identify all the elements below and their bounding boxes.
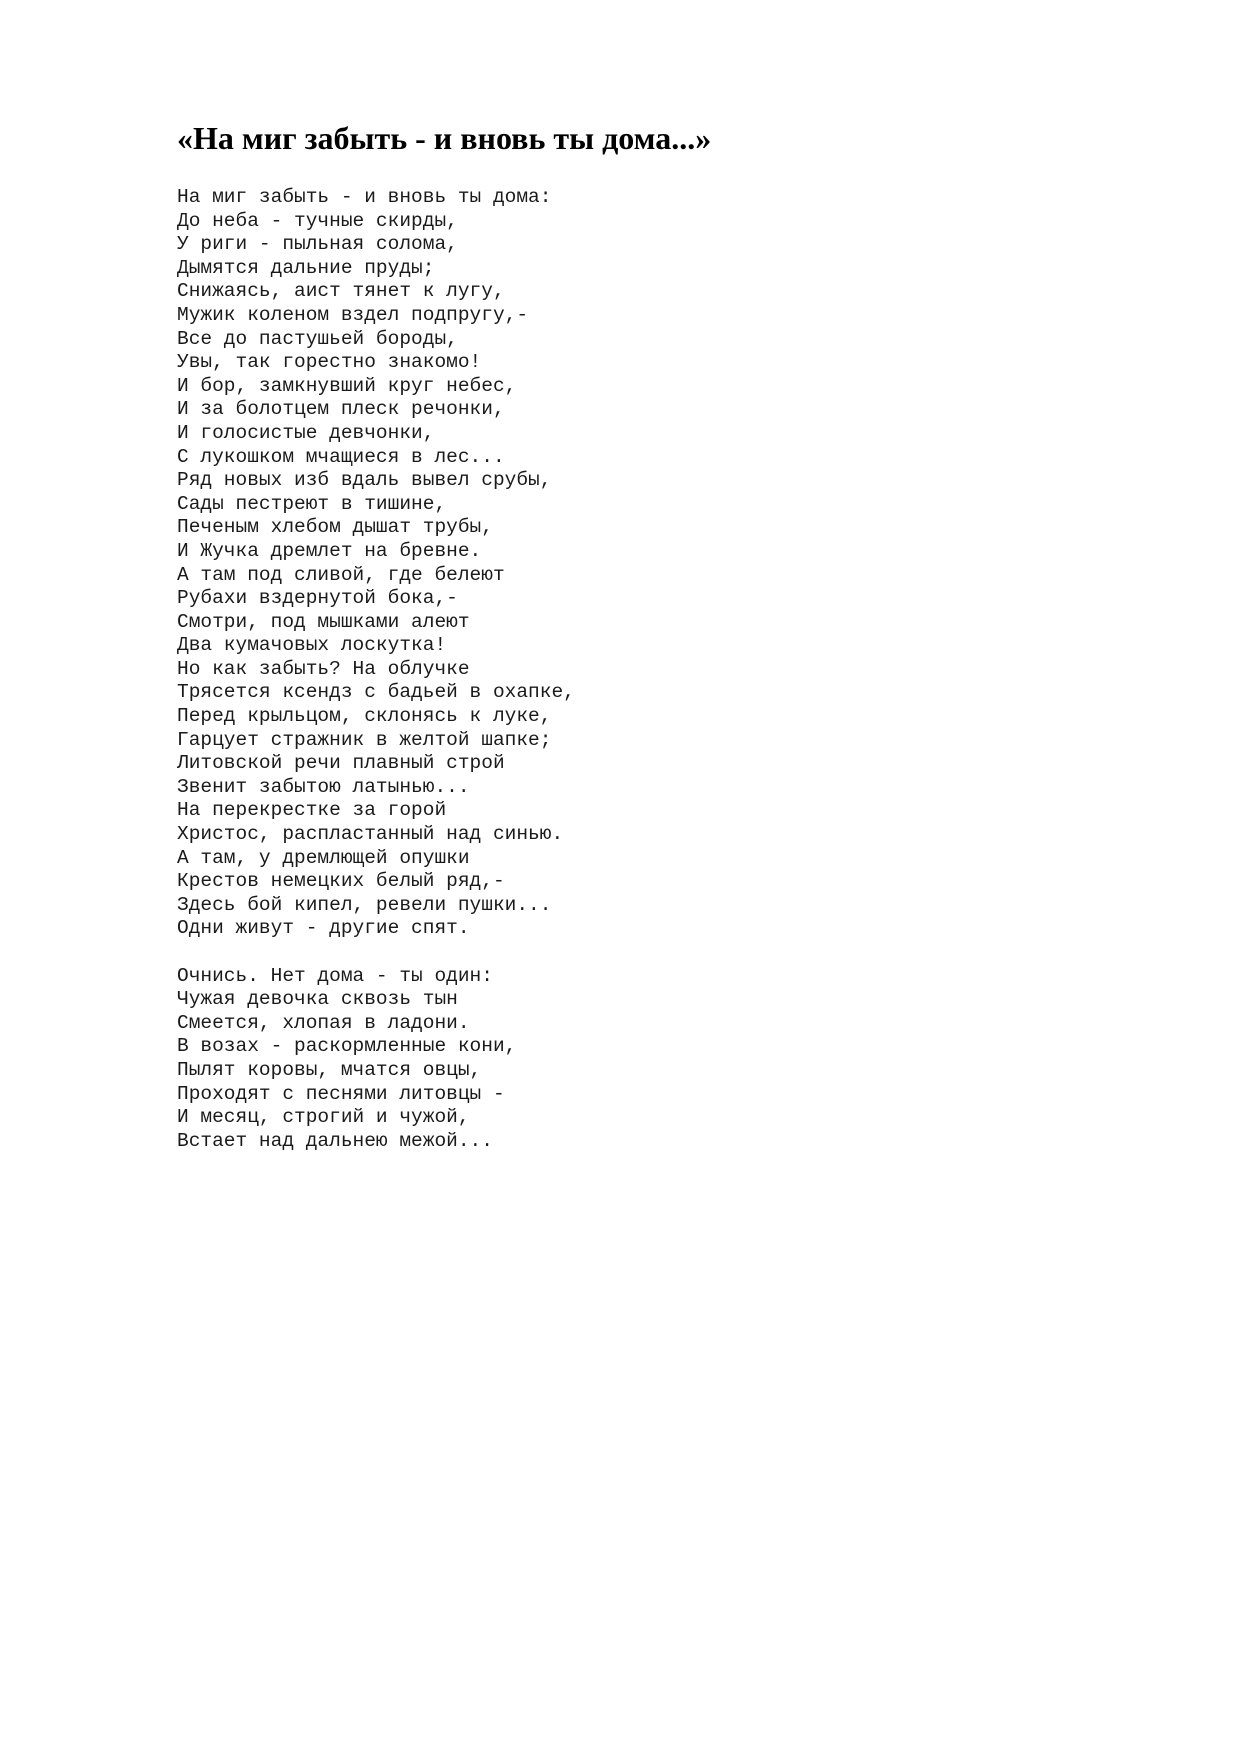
poem-line: Одни живут - другие спят. bbox=[177, 917, 470, 940]
poem-line: Христос, распластанный над синью. bbox=[177, 823, 564, 846]
poem-line: Смеется, хлопая в ладони. bbox=[177, 1011, 470, 1034]
poem-line: Перед крыльцом, склонясь к луке, bbox=[177, 705, 552, 728]
poem-line: Здесь бой кипел, ревели пушки... bbox=[177, 893, 552, 916]
poem-line: Крестов немецких белый ряд,- bbox=[177, 870, 505, 893]
poem-line: В возах - раскормленные кони, bbox=[177, 1035, 517, 1058]
poem-line: Очнись. Нет дома - ты один: bbox=[177, 964, 493, 987]
poem-line: Смотри, под мышками алеют bbox=[177, 610, 470, 633]
poem-line: И голосистые девчонки, bbox=[177, 421, 435, 444]
poem-title: «На миг забыть - и вновь ты дома...» bbox=[177, 120, 712, 156]
poem-line: Рубахи вздернутой бока,- bbox=[177, 587, 458, 610]
poem-line: Чужая девочка сквозь тын bbox=[177, 988, 458, 1011]
poem-line: И бор, замкнувший круг небес, bbox=[177, 374, 517, 397]
poem-line: Звенит забытою латынью... bbox=[177, 775, 470, 798]
poem-line: А там, у дремлющей опушки bbox=[177, 846, 470, 869]
poem-line: До неба - тучные скирды, bbox=[177, 209, 458, 232]
poem-line: Дымятся дальние пруды; bbox=[177, 256, 435, 279]
poem-line: Два кумачовых лоскутка! bbox=[177, 634, 447, 657]
poem-line: Сады пестреют в тишине, bbox=[177, 492, 447, 515]
poem-line: На миг забыть - и вновь ты дома: bbox=[177, 186, 552, 208]
poem-line: Трясется ксендз с бадьей в охапке, bbox=[177, 681, 575, 704]
poem-line: У риги - пыльная солома, bbox=[177, 233, 458, 256]
poem-line: Но как забыть? На облучке bbox=[177, 657, 470, 680]
poem-line: И Жучка дремлет на бревне. bbox=[177, 539, 482, 562]
poem-line: Мужик коленом вздел подпругу,- bbox=[177, 303, 529, 326]
poem-line: Увы, так горестно знакомо! bbox=[177, 351, 482, 374]
poem-stanza bbox=[177, 965, 575, 1154]
poem-line: И за болотцем плеск речонки, bbox=[177, 398, 505, 421]
poem-line: Все до пастушьей бороды, bbox=[177, 327, 458, 350]
poem-line: Проходят с песнями литовцы - bbox=[177, 1082, 505, 1105]
poem-line: И месяц, строгий и чужой, bbox=[177, 1106, 470, 1129]
poem-line: Литовской речи плавный строй bbox=[177, 752, 505, 775]
poem-line: А там под сливой, где белеют bbox=[177, 563, 505, 586]
poem-line: Пылят коровы, мчатся овцы, bbox=[177, 1058, 482, 1081]
poem-line: С лукошком мчащиеся в лес... bbox=[177, 445, 505, 468]
poem-line: На перекрестке за горой bbox=[177, 799, 447, 822]
poem-line: Гарцует стражник в желтой шапке; bbox=[177, 728, 552, 751]
poem-body bbox=[177, 186, 575, 1153]
poem-line: Встает над дальнею межой... bbox=[177, 1129, 493, 1152]
poem-stanza bbox=[177, 186, 575, 941]
poem-line: Печеным хлебом дышат трубы, bbox=[177, 516, 493, 539]
poem-line: Ряд новых изб вдаль вывел срубы, bbox=[177, 469, 552, 492]
poem-line: Снижаясь, аист тянет к лугу, bbox=[177, 280, 505, 303]
